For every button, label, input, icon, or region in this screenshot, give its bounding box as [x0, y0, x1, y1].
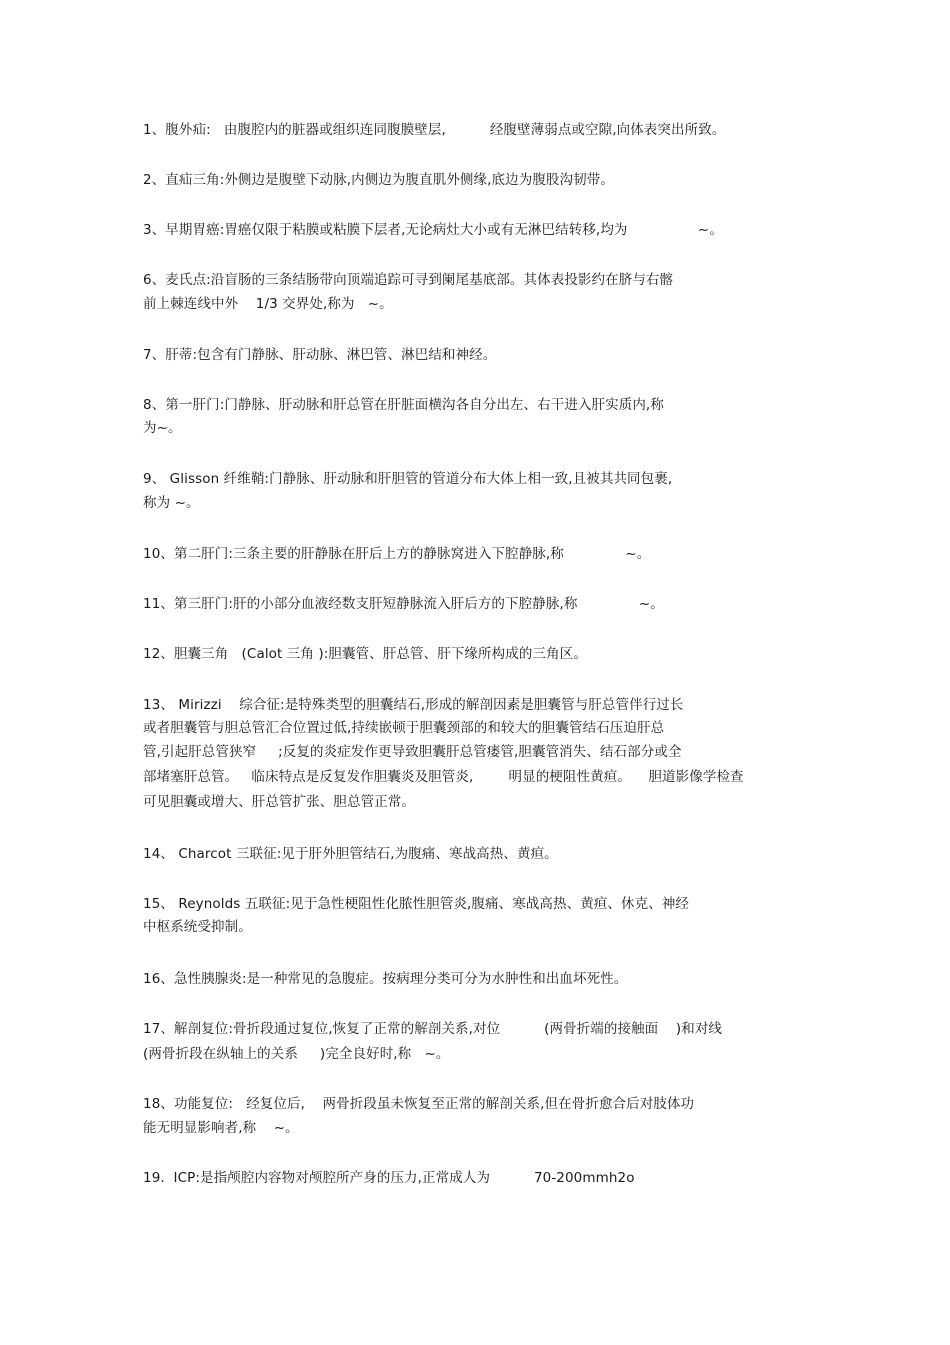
- entry-line: 18、功能复位: 经复位后, 两骨折段虽未恢复至正常的解剖关系,但在骨折愈合后对肢体功: [143, 1096, 695, 1112]
- entry-line: 可见胆囊或增大、肝总管扩张、胆总管正常。: [143, 794, 415, 810]
- entry-line: 19. ICP:是指颅腔内容物对颅腔所产身的压力,正常成人为 70-200mmh2o: [143, 1170, 635, 1186]
- entry-line: 13、 Mirizzi 综合征:是特殊类型的胆囊结石,形成的解剖因素是胆囊管与肝总管伴行过长: [143, 697, 684, 713]
- entry-line: 能无明显影响者,称 ~。: [143, 1120, 299, 1136]
- entry-line: 16、急性胰腺炎:是一种常见的急腹症。按病理分类可分为水肿性和出血坏死性。: [143, 971, 628, 987]
- entry-line: 6、麦氏点:沿盲肠的三条结肠带向顶端追踪可寻到阑尾基底部。其体表投影约在脐与右髂: [143, 272, 674, 288]
- entry-line: 管,引起肝总管狭窄 ;反复的炎症发作更导致胆囊肝总管瘘管,胆囊管消失、结石部分或全: [143, 744, 682, 760]
- entry-line: 1、腹外疝: 由腹腔内的脏器或组织连同腹膜壁层, 经腹壁薄弱点或空隙,向体表突出所致。: [143, 122, 726, 138]
- entry-line: 7、肝蒂:包含有门静脉、肝动脉、淋巴管、淋巴结和神经。: [143, 347, 497, 363]
- entry-line: 3、早期胃癌:胃癌仅限于粘膜或粘膜下层者,无论病灶大小或有无淋巴结转移,均为 ~。: [143, 222, 723, 238]
- entry-line: 10、第二肝门:三条主要的肝静脉在肝后上方的静脉窝进入下腔静脉,称 ~。: [143, 546, 651, 562]
- entry-line: 8、第一肝门:门静脉、肝动脉和肝总管在肝脏面横沟各自分出左、右干进入肝实质内,称: [143, 397, 664, 413]
- entry-line: 或者胆囊管与胆总管汇合位置过低,持续嵌顿于胆囊颈部的和较大的胆囊管结石压迫肝总: [143, 720, 665, 736]
- entry-line: 11、第三肝门:肝的小部分血液经数支肝短静脉流入肝后方的下腔静脉,称 ~。: [143, 596, 664, 612]
- entry-line: 为~。: [143, 420, 182, 436]
- entry-line: 2、直疝三角:外侧边是腹壁下动脉,内侧边为腹直肌外侧缘,底边为腹股沟韧带。: [143, 172, 614, 188]
- entry-line: 17、解剖复位:骨折段通过复位,恢复了正常的解剖关系,对位 (两骨折端的接触面 )和对线: [143, 1021, 723, 1037]
- entry-line: 9、 Glisson 纤维鞘:门静脉、肝动脉和肝胆管的管道分布大体上相一致,且被其共同包裹,: [143, 471, 673, 487]
- entry-line: (两骨折段在纵轴上的关系 )完全良好时,称 ~。: [143, 1046, 450, 1062]
- entry-line: 前上棘连线中外 1/3 交界处,称为 ~。: [143, 296, 393, 312]
- entry-line: 14、 Charcot 三联征:见于肝外胆管结石,为腹痛、寒战高热、黄疸。: [143, 846, 558, 862]
- entry-line: 15、 Reynolds 五联征:见于急性梗阻性化脓性胆管炎,腹痛、寒战高热、黄疸、休克、神经: [143, 896, 690, 912]
- entry-line: 称为 ~。: [143, 495, 200, 511]
- entry-line: 12、胆囊三角 (Calot 三角 ):胆囊管、肝总管、肝下缘所构成的三角区。: [143, 646, 587, 662]
- entry-line: 中枢系统受抑制。: [143, 919, 252, 935]
- entry-line: 部堵塞肝总管。 临床特点是反复发作胆囊炎及胆管炎, 明显的梗阻性黄疸。 胆道影像学检查: [143, 769, 744, 785]
